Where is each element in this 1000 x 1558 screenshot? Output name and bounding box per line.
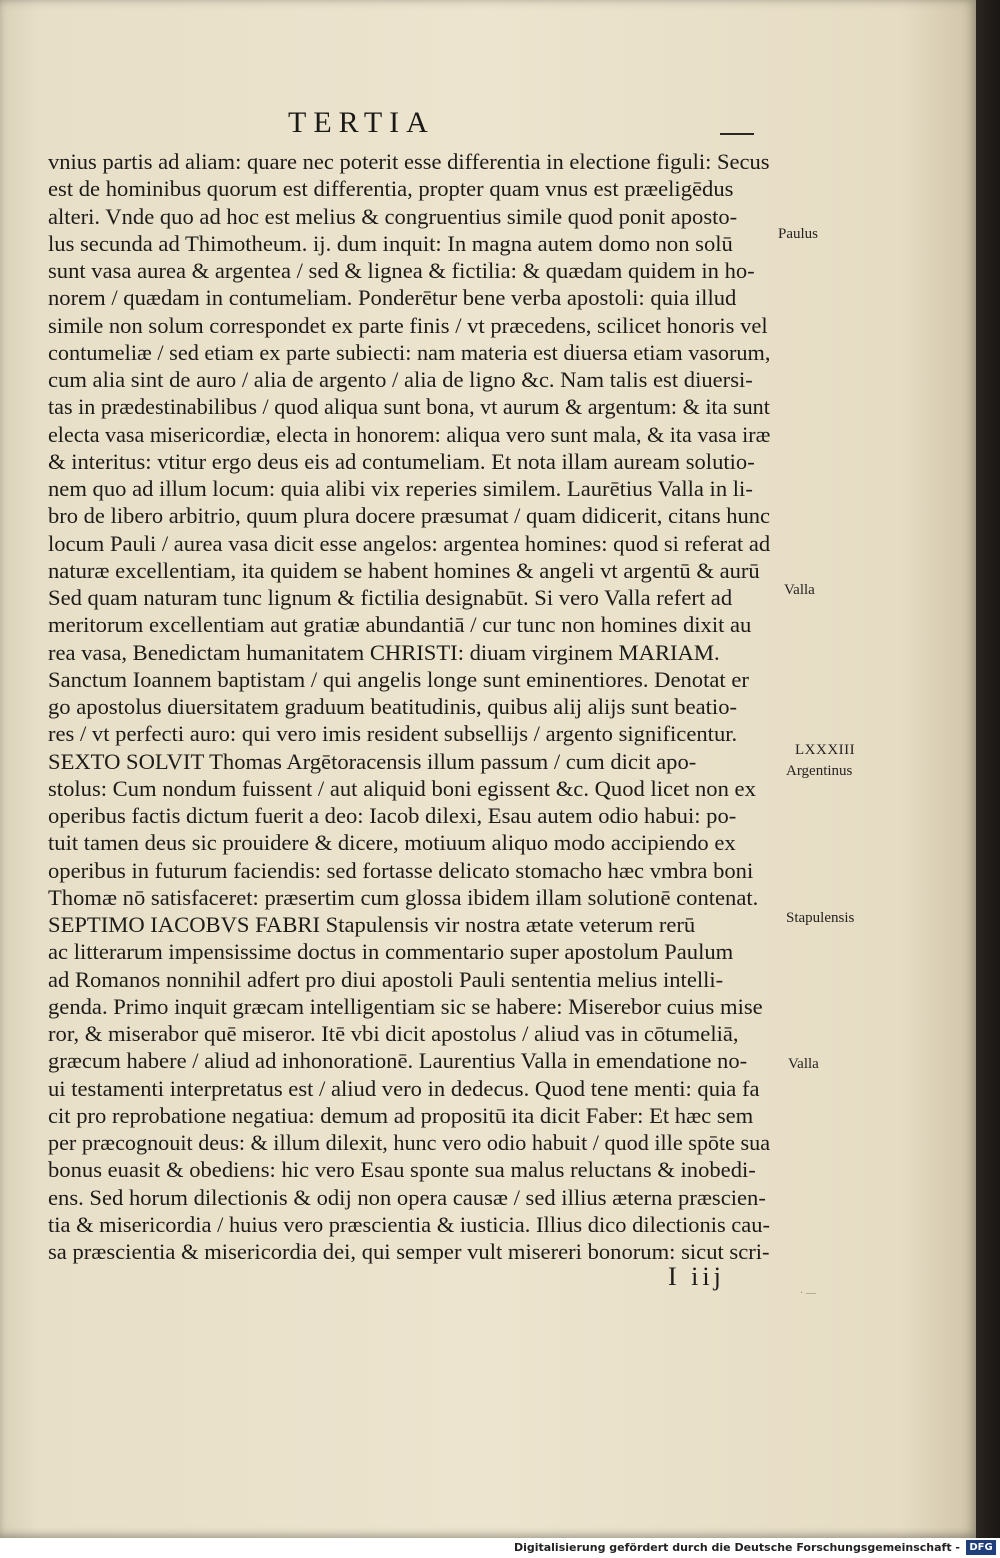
- text-line: vnius partis ad aliam: quare nec poterit esse differentia in electione figuli: Secus: [48, 149, 770, 174]
- text-line: stolus: Cum nondum fuissent / aut aliquid boni egissent &c. Quod licet non ex: [48, 775, 756, 801]
- text-line: sunt vasa aurea & argentea / sed & lignea & fictilia: & quædam quidem in ho-: [48, 258, 755, 283]
- text-line: locum Pauli / aurea vasa dicit esse angelos: argentea homines: quod si referat ad: [48, 530, 771, 556]
- text-line: & interitus: vtitur ergo deus eis ad contumeliam. Et nota illam auream solutio-: [48, 448, 755, 474]
- text-line: rea vasa, Benedictam humanitatem CHRISTI: diuam virginem MARIAM.: [48, 639, 720, 665]
- text-line: Thomæ nō satisfaceret: præsertim cum glossa ibidem illam solutionē contenat.: [48, 884, 759, 910]
- text-line: naturæ excellentiam, ita quidem se habent homines & angeli vt argentū & aurū: [48, 557, 760, 583]
- text-line: genda. Primo inquit græcam intelligentiam sic se habere: Miserebor cuius mise: [48, 993, 763, 1019]
- text-line: bro de libero arbitrio, quum plura docere præsumat / quam didicerit, citans hunc: [48, 503, 771, 529]
- text-line: græcum habere / aliud ad inhonorationē. Laurentius Valla in emendatione no-: [48, 1048, 748, 1074]
- text-line: ui testamenti interpretatus est / aliud vero in dedecus. Quod tene menti: quia fa: [48, 1075, 760, 1101]
- text-line: est de hominibus quorum est differentia, propter quam vnus est præeligēdus: [48, 176, 734, 202]
- text-line: operibus in futurum faciendis: sed fortasse delicato stomacho hæc vmbra boni: [48, 857, 754, 883]
- book-binding-edge: [976, 0, 1000, 1538]
- text-line: SEXTO SOLVIT Thomas Argētoracensis illum passum / cum dicit apo-: [48, 748, 697, 774]
- margin-note-paulus: Paulus: [778, 226, 819, 242]
- text-line: operibus factis dictum fuerit a deo: Iacob dilexi, Esau autem odio habui: po-: [48, 803, 737, 828]
- text-line: alteri. Vnde quo ad hoc est melius & congruentius simile quod ponit aposto-: [48, 203, 738, 229]
- funding-credit: Digitalisierung gefördert durch die Deutsche Forschungsgemeinschaft -: [513, 1541, 960, 1554]
- margin-note-valla: Valla: [784, 582, 815, 598]
- margin-note-stapulensis: Stapulensis: [786, 910, 855, 926]
- text-line: ad Romanos nonnihil adfert pro diui apostoli Pauli sententia melius intelli-: [48, 966, 724, 992]
- text-line: tia & misericordia / huius vero præscientia & iusticia. Illius dico dilectionis cau-: [48, 1211, 770, 1237]
- text-line: Sed quam naturam tunc lignum & fictilia designabūt. Si vero Valla refert ad: [48, 585, 733, 610]
- text-line: Sanctum Ioannem baptistam / qui angelis longe sunt eminentiores. Denotat er: [48, 666, 749, 692]
- text-line: ens. Sed horum dilectionis & odij non opera causæ / sed illius æterna præscien-: [48, 1184, 766, 1210]
- text-line: norem / quædam in contumeliam. Ponderētur bene verba apostoli: quia illud: [48, 285, 737, 311]
- text-line: ac litterarum impensissime doctus in commentario super apostolum Paulum: [48, 939, 734, 965]
- ink-smudge: · —: [800, 1288, 816, 1299]
- signature-mark: I iij: [668, 1262, 725, 1291]
- text-line: res / vt perfecti auro: qui vero imis resident subsellijs / argento significentur.: [48, 721, 738, 747]
- digitization-footer: [0, 1538, 1000, 1558]
- text-line: bonus euasit & obediens: hic vero Esau sponte sua malus reluctans & inobedi-: [48, 1157, 756, 1183]
- margin-note-argentinus: Argentinus: [786, 763, 853, 779]
- margin-note-folio-number: LXXXIII: [795, 742, 856, 758]
- margin-note-valla: Valla: [788, 1056, 819, 1072]
- text-line: tas in prædestinabilibus / quod aliqua sunt bona, vt aurum & argentum: & ita sunt: [48, 394, 770, 420]
- text-line: tuit tamen deus sic prouidere & dicere, motiuum aliquo modo accipiendo ex: [48, 830, 736, 856]
- text-line: simile non solum correspondet ex parte finis / vt præcedens, scilicet honoris vel: [48, 312, 768, 338]
- text-line: meritorum excellentiam aut gratiæ abundantiā / cur tunc non homines dixit au: [48, 612, 752, 638]
- body-text-block: [48, 148, 770, 1265]
- dfg-logo: DFG: [966, 1540, 996, 1555]
- text-line: SEPTIMO IACOBVS FABRI Stapulensis vir nostra ætate veterum rerū: [48, 912, 696, 937]
- running-header: TERTIA: [288, 106, 435, 139]
- text-line: sa præscientia & misericordia dei, qui semper vult misereri bonorum: sicut scri-: [48, 1239, 770, 1264]
- text-line: lus secunda ad Thimotheum. ij. dum inquit: In magna autem domo non solū: [48, 230, 733, 256]
- text-line: go apostolus diuersitatem graduum beatitudinis, quibus alij alijs sunt beatio-: [48, 694, 738, 719]
- text-line: cit pro reprobatione negatiua: demum ad propositū ita dicit Faber: Et hæc sem: [48, 1102, 754, 1128]
- text-line: per præcognouit deus: & illum dilexit, hunc vero odio habuit / quod ille spōte sua: [48, 1130, 771, 1155]
- text-line: nem quo ad illum locum: quia alibi vix reperies similem. Laurētius Valla in li-: [48, 476, 753, 501]
- text-line: contumeliæ / sed etiam ex parte subiecti: nam materia est diuersa etiam vasorum,: [48, 339, 771, 365]
- header-rule: [720, 133, 754, 135]
- text-line: ror, & miserabor quē miseror. Itē vbi dicit apostolus / aliud vas in cōtumeliā,: [48, 1021, 739, 1046]
- text-line: cum alia sint de auro / alia de argento / alia de ligno &c. Nam talis est diuersi-: [48, 367, 753, 392]
- text-line: electa vasa misericordiæ, electa in honorem: aliqua vero sunt mala, & ita vasa iræ: [48, 421, 771, 447]
